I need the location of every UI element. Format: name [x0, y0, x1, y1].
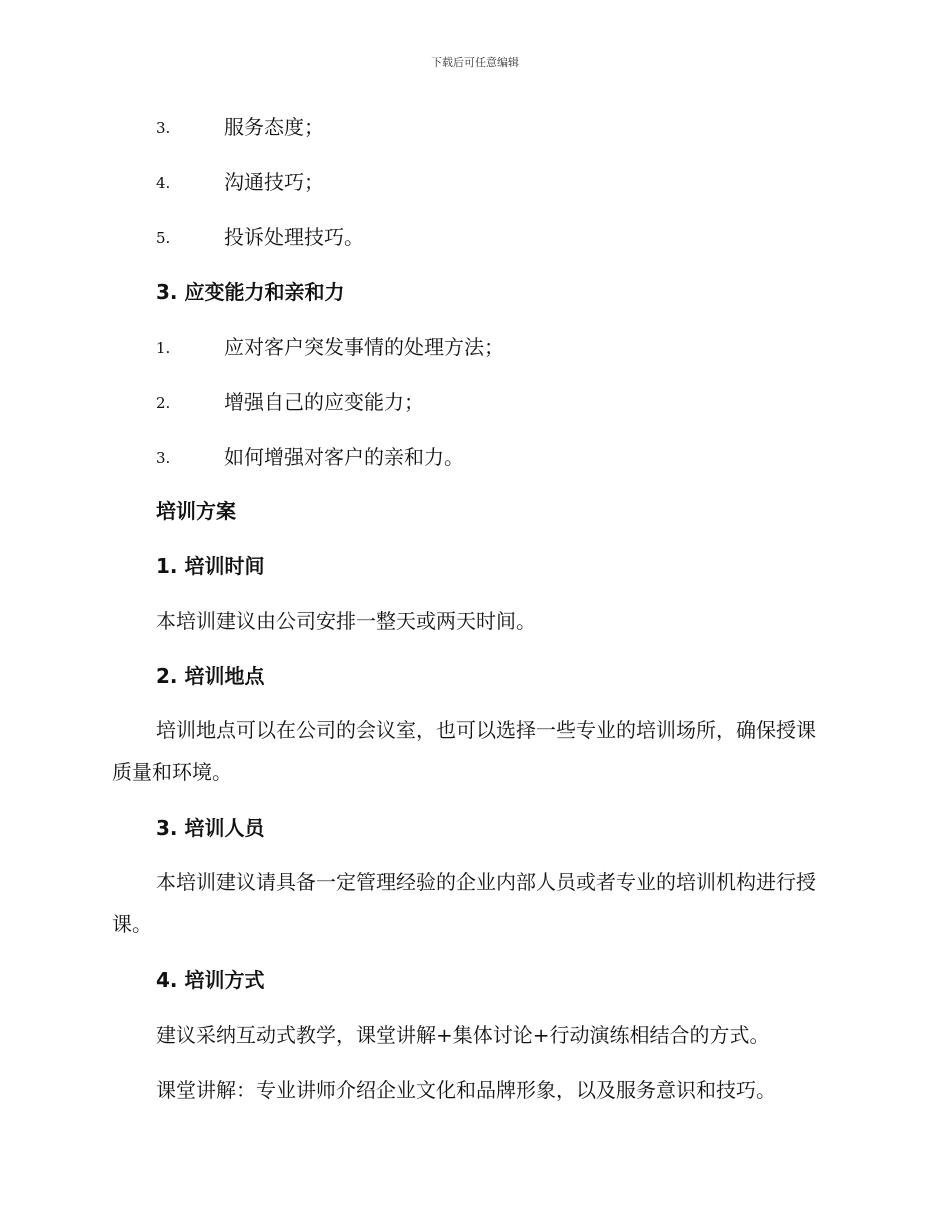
plan-title: 培训方案 [156, 499, 236, 523]
list-item-number: 4. [156, 174, 171, 192]
place-paragraph: 培训地点可以在公司的会议室，也可以选择一些专业的培训场所，确保授课质量和环境。 [112, 718, 816, 784]
list-item-text: 增强自己的应变能力； [224, 390, 424, 414]
list-item-number: 2. [156, 394, 171, 412]
place-heading: 2. 培训地点 [156, 664, 265, 688]
list-item-text: 沟通技巧； [224, 170, 324, 194]
list-item-text: 应对客户突发事情的处理方法； [224, 335, 504, 359]
people-heading: 3. 培训人员 [156, 816, 265, 840]
time-text: 本培训建议由公司安排一整天或两天时间。 [156, 609, 536, 633]
section-heading: 3. 应变能力和亲和力 [156, 280, 345, 304]
list-item-text: 如何增强对客户的亲和力。 [224, 445, 464, 469]
list-item-number: 3. [156, 119, 171, 137]
time-heading: 1. 培训时间 [156, 554, 265, 578]
list-item-number: 3. [156, 449, 171, 467]
list-item-text: 投诉处理技巧。 [224, 225, 364, 249]
method-heading: 4. 培训方式 [156, 968, 265, 992]
list-item-text: 服务态度； [224, 115, 324, 139]
lecture-text: 课堂讲解：专业讲师介绍企业文化和品牌形象，以及服务意识和技巧。 [156, 1078, 776, 1102]
list-item-number: 5. [156, 229, 171, 247]
people-paragraph: 本培训建议请具备一定管理经验的企业内部人员或者专业的培训机构进行授课。 [112, 870, 816, 936]
method-text: 建议采纳互动式教学，课堂讲解+集体讨论+行动演练相结合的方式。 [156, 1023, 770, 1047]
list-item-number: 1. [156, 339, 171, 357]
header-note: 下载后可任意编辑 [431, 56, 519, 69]
